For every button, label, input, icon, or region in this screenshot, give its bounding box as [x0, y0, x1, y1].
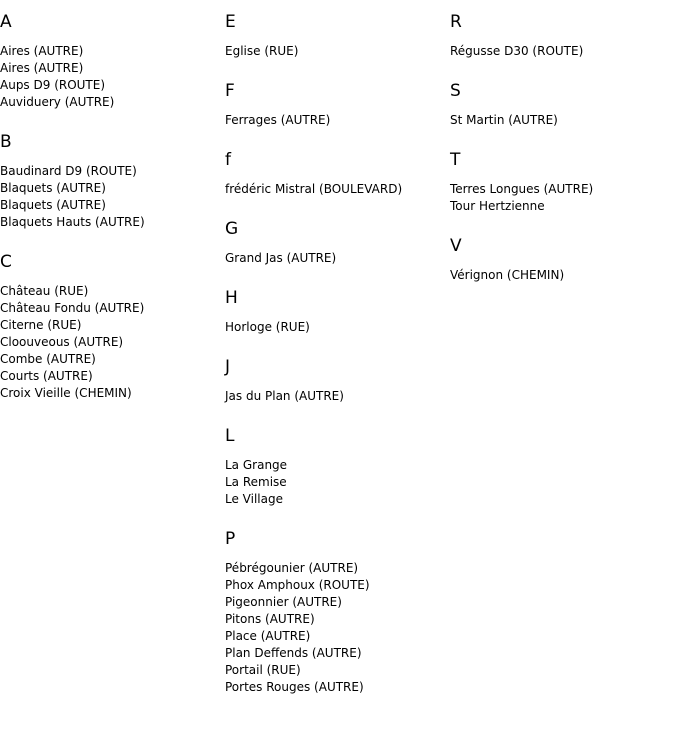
list-item: [450, 43, 675, 60]
street-list: [225, 560, 450, 696]
street-link[interactable]: Plan Deffends (AUTRE): [225, 646, 362, 660]
letter-group: [0, 10, 225, 111]
letter-heading: A: [0, 12, 12, 32]
list-item: [225, 319, 450, 336]
street-list: [225, 250, 450, 267]
street-link[interactable]: Pébrégounier (AUTRE): [225, 561, 359, 575]
street-list: [0, 163, 225, 231]
street-link[interactable]: Eglise (RUE): [225, 44, 299, 58]
street-link[interactable]: Baudinard D9 (ROUTE): [0, 164, 137, 178]
list-item: [450, 181, 675, 198]
street-list: [225, 112, 450, 129]
list-item: [225, 577, 450, 594]
street-link[interactable]: Terres Longues (AUTRE): [450, 182, 594, 196]
street-link[interactable]: frédéric Mistral (BOULEVARD): [225, 182, 403, 196]
street-list: [225, 181, 450, 198]
street-list: [450, 112, 675, 129]
list-item: [0, 351, 225, 368]
list-item: [0, 94, 225, 111]
list-item: [0, 180, 225, 197]
street-link[interactable]: Phox Amphoux (ROUTE): [225, 578, 370, 592]
street-list: [0, 43, 225, 111]
street-link[interactable]: Courts (AUTRE): [0, 369, 93, 383]
street-link[interactable]: Ferrages (AUTRE): [225, 113, 331, 127]
list-item: [225, 662, 450, 679]
index-column: [450, 10, 675, 303]
letter-heading: f: [225, 150, 231, 170]
street-link[interactable]: Portes Rouges (AUTRE): [225, 680, 364, 694]
list-item: [0, 163, 225, 180]
letter-group: [225, 527, 450, 696]
list-item: [225, 43, 450, 60]
street-link[interactable]: Place (AUTRE): [225, 629, 311, 643]
list-item: [0, 334, 225, 351]
letter-group: [450, 10, 675, 60]
letter-heading: C: [0, 252, 12, 272]
list-item: [225, 628, 450, 645]
letter-group: [0, 250, 225, 402]
list-item: [225, 474, 450, 491]
street-link[interactable]: Blaquets (AUTRE): [0, 198, 106, 212]
street-list: [450, 267, 675, 284]
street-link[interactable]: Croix Vieille (CHEMIN): [0, 386, 132, 400]
street-list: [225, 319, 450, 336]
list-item: [225, 112, 450, 129]
street-list: [225, 457, 450, 508]
letter-heading: B: [0, 132, 12, 152]
street-link[interactable]: Château (RUE): [0, 284, 89, 298]
street-link[interactable]: Horloge (RUE): [225, 320, 310, 334]
letter-group: [450, 148, 675, 215]
street-link[interactable]: St Martin (AUTRE): [450, 113, 558, 127]
list-item: [225, 645, 450, 662]
letter-heading: F: [225, 81, 235, 101]
street-link[interactable]: Vérignon (CHEMIN): [450, 268, 565, 282]
street-link[interactable]: Pigeonnier (AUTRE): [225, 595, 342, 609]
list-item: [450, 112, 675, 129]
street-link[interactable]: Tour Hertzienne: [450, 199, 545, 213]
list-item: [225, 560, 450, 577]
letter-group: [225, 148, 450, 198]
list-item: [0, 60, 225, 77]
letter-heading: H: [225, 288, 238, 308]
street-list: [225, 43, 450, 60]
street-link[interactable]: Pitons (AUTRE): [225, 612, 315, 626]
letter-heading: E: [225, 12, 236, 32]
index-column: [225, 10, 450, 715]
street-link[interactable]: La Remise: [225, 475, 287, 489]
list-item: [450, 267, 675, 284]
street-link[interactable]: Le Village: [225, 492, 283, 506]
street-link[interactable]: Grand Jas (AUTRE): [225, 251, 337, 265]
list-item: [0, 385, 225, 402]
letter-heading: R: [450, 12, 462, 32]
list-item: [0, 197, 225, 214]
list-item: [225, 250, 450, 267]
letter-group: [225, 424, 450, 508]
street-link[interactable]: Combe (AUTRE): [0, 352, 96, 366]
letter-group: [225, 217, 450, 267]
list-item: [0, 77, 225, 94]
list-item: [0, 300, 225, 317]
list-item: [0, 43, 225, 60]
letter-group: [450, 234, 675, 284]
list-item: [0, 214, 225, 231]
letter-heading: S: [450, 81, 461, 101]
street-link[interactable]: La Grange: [225, 458, 288, 472]
list-item: [225, 457, 450, 474]
list-item: [450, 198, 675, 215]
street-link[interactable]: Blaquets (AUTRE): [0, 181, 106, 195]
street-list: [450, 43, 675, 60]
letter-group: [225, 355, 450, 405]
street-link[interactable]: Aires (AUTRE): [0, 61, 84, 75]
index-column: [0, 10, 225, 421]
street-list: [0, 283, 225, 402]
street-list: [225, 388, 450, 405]
list-item: [0, 368, 225, 385]
letter-group: [0, 130, 225, 231]
list-item: [0, 283, 225, 300]
street-link[interactable]: Aups D9 (ROUTE): [0, 78, 106, 92]
street-link[interactable]: Jas du Plan (AUTRE): [225, 389, 344, 403]
letter-heading: J: [225, 357, 231, 377]
list-item: [225, 388, 450, 405]
street-link[interactable]: Cloouveous (AUTRE): [0, 335, 124, 349]
letter-group: [225, 286, 450, 336]
letter-heading: V: [450, 236, 462, 256]
street-link[interactable]: Portail (RUE): [225, 663, 301, 677]
letter-heading: G: [225, 219, 239, 239]
list-item: [0, 317, 225, 334]
street-list: [450, 181, 675, 215]
list-item: [225, 594, 450, 611]
letter-group: [225, 79, 450, 129]
letter-group: [225, 10, 450, 60]
letter-heading: P: [225, 529, 236, 549]
street-link[interactable]: Citerne (RUE): [0, 318, 82, 332]
list-item: [225, 679, 450, 696]
list-item: [225, 611, 450, 628]
letter-heading: T: [450, 150, 461, 170]
list-item: [225, 491, 450, 508]
street-link[interactable]: Auviduery (AUTRE): [0, 95, 115, 109]
street-link[interactable]: Blaquets Hauts (AUTRE): [0, 215, 145, 229]
street-link[interactable]: Régusse D30 (ROUTE): [450, 44, 584, 58]
letter-heading: L: [225, 426, 235, 446]
letter-group: [450, 79, 675, 129]
list-item: [225, 181, 450, 198]
street-link[interactable]: Aires (AUTRE): [0, 44, 84, 58]
street-link[interactable]: Château Fondu (AUTRE): [0, 301, 145, 315]
